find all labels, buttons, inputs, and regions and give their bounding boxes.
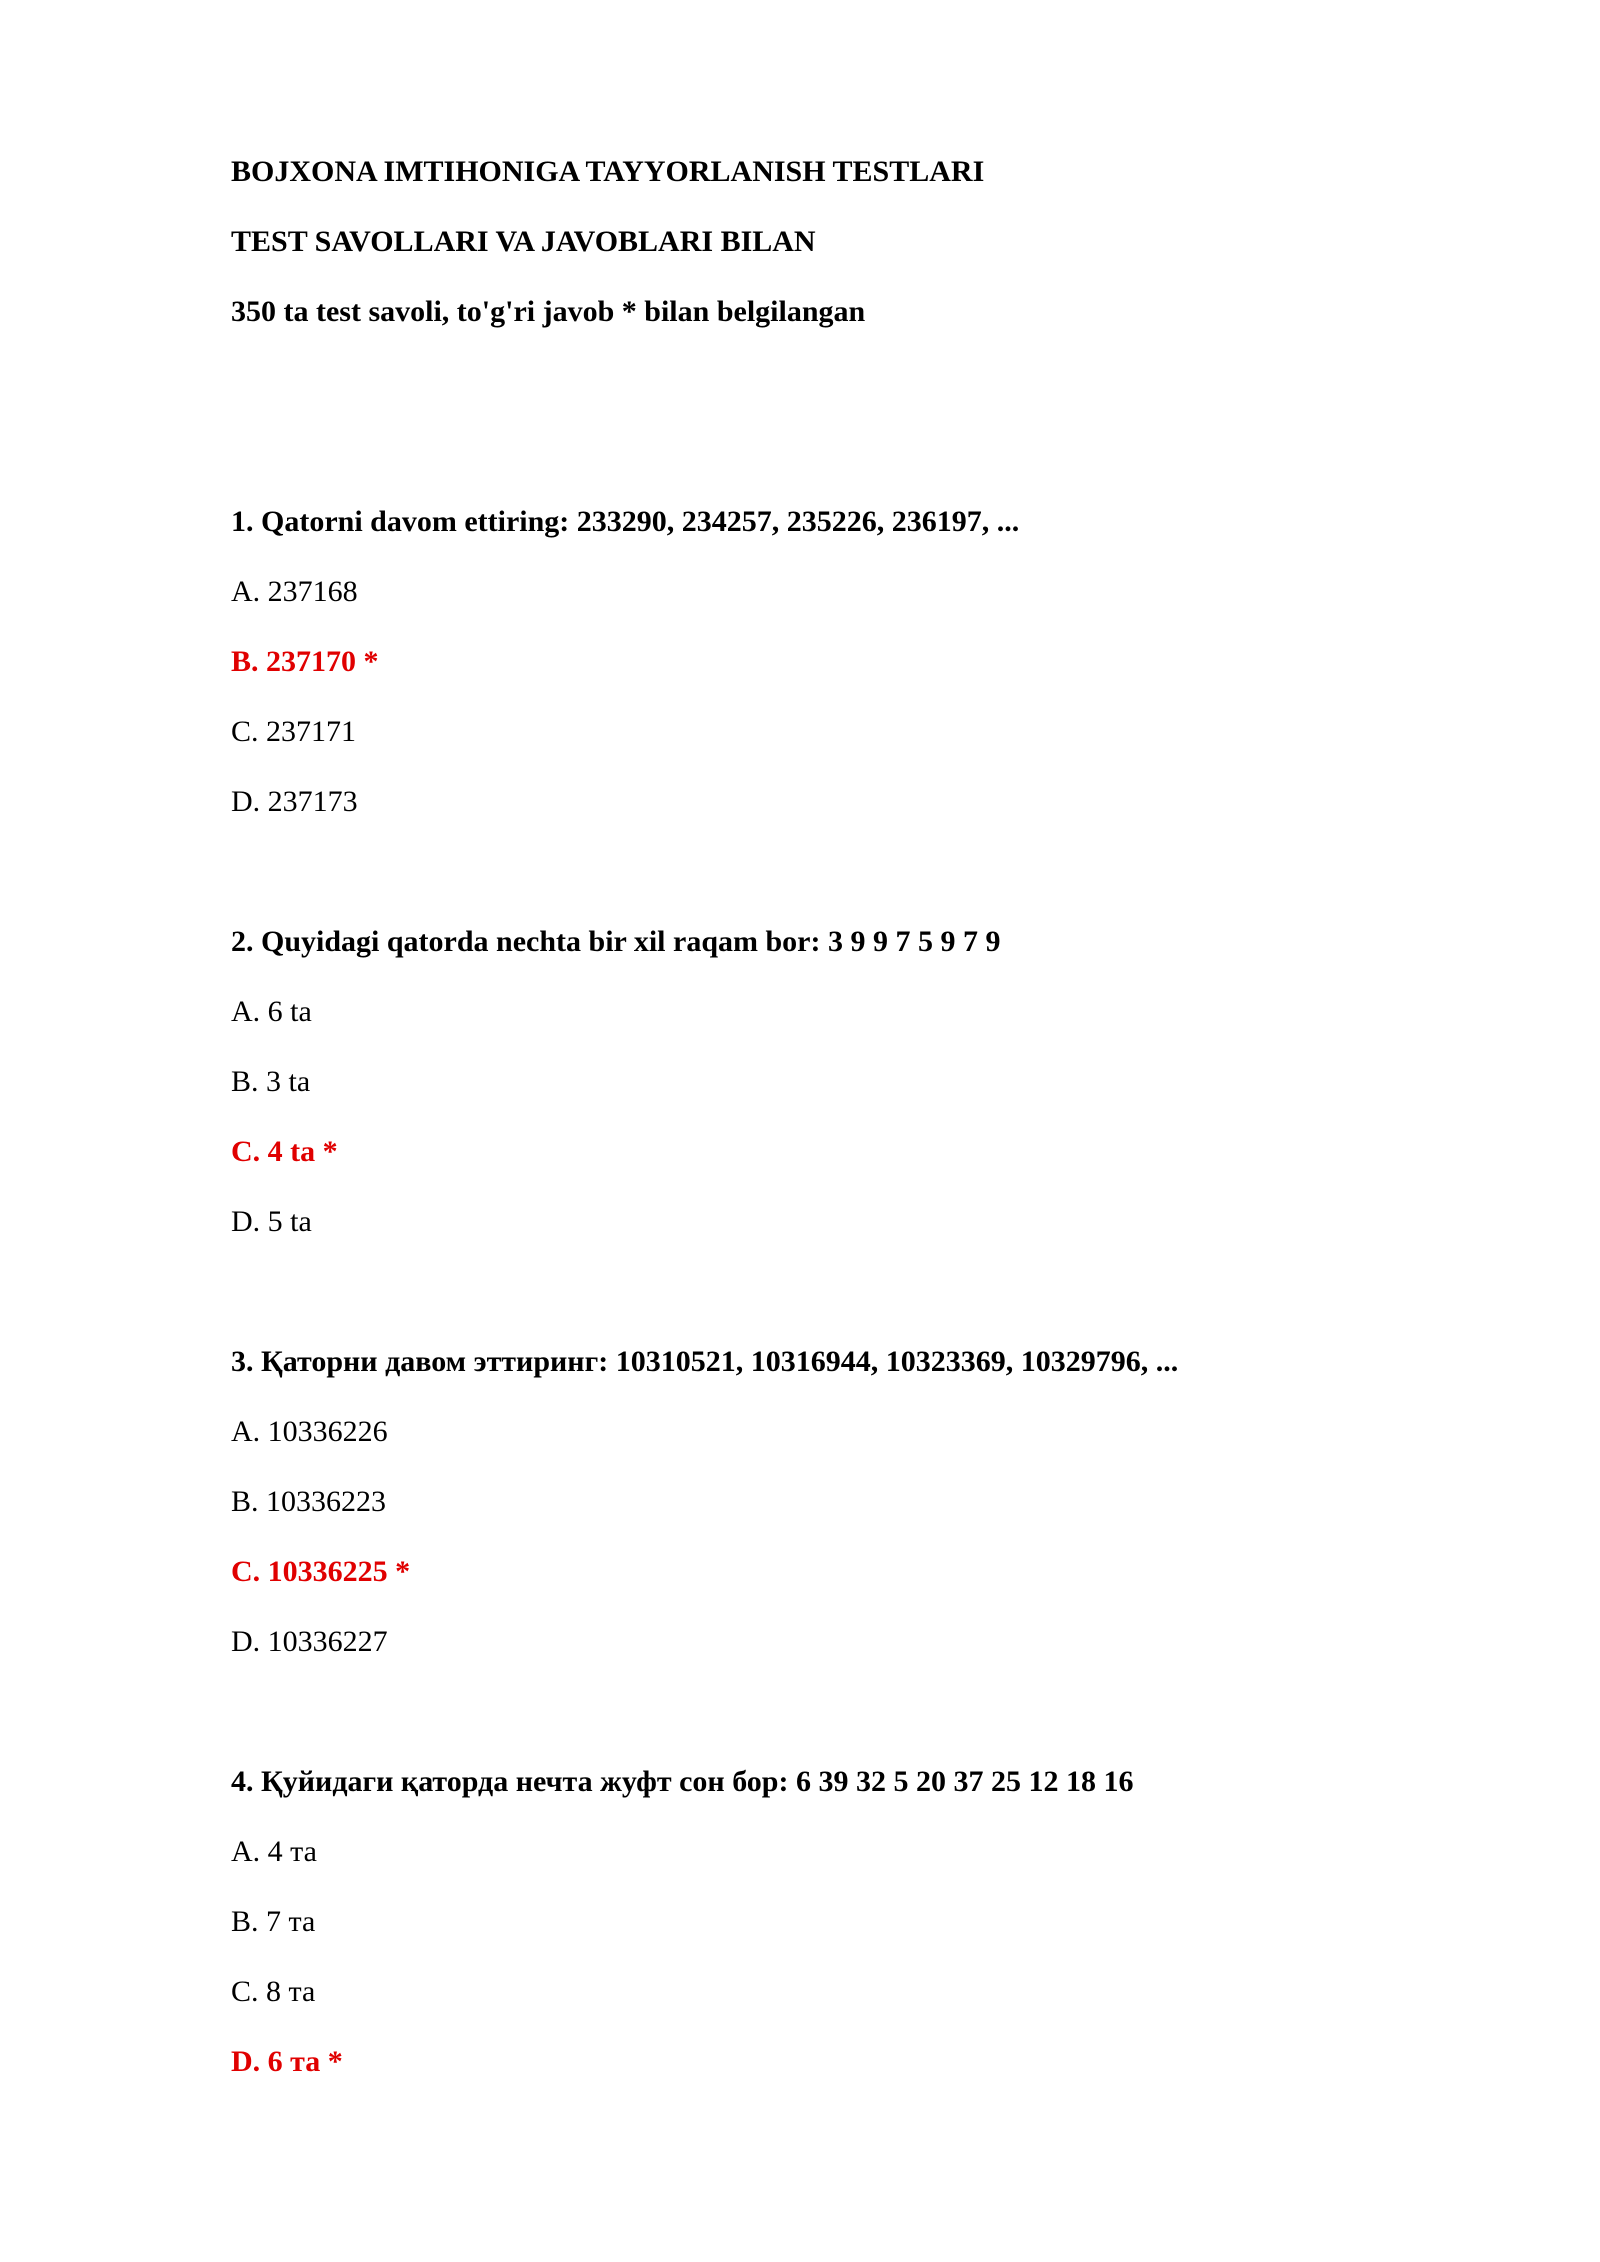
answer-option: B. 7 та — [231, 1905, 316, 1938]
answer-option-correct: D. 6 та * — [231, 2045, 343, 2078]
question-text: 4. Қуйидаги қаторда нечта жуфт сон бор: 6 39 32 5 20 37 25 12 18 16 — [231, 1765, 1134, 1798]
answer-option: C. 237171 — [231, 715, 357, 748]
question-text: 3. Қаторни давом эттиринг: 10310521, 10316944, 10323369, 10329796, ... — [231, 1345, 1179, 1378]
document-note: 350 ta test savoli, to'g'ri javob * bilan belgilangan — [231, 295, 866, 328]
answer-option: B. 10336223 — [231, 1485, 387, 1518]
answer-option: A. 4 та — [231, 1835, 317, 1868]
question-text: 2. Quyidagi qatorda nechta bir xil raqam bor: 3 9 9 7 5 9 7 9 — [231, 925, 1001, 958]
question-text: 1. Qatorni davom ettiring: 233290, 234257, 235226, 236197, ... — [231, 505, 1020, 538]
answer-option-correct: B. 237170 * — [231, 645, 379, 678]
answer-option: A. 237168 — [231, 575, 358, 608]
answer-option: D. 5 ta — [231, 1205, 312, 1238]
answer-option: D. 10336227 — [231, 1625, 388, 1658]
answer-option: A. 6 ta — [231, 995, 312, 1028]
answer-option: D. 237173 — [231, 785, 358, 818]
document-subtitle: TEST SAVOLLARI VA JAVOBLARI BILAN — [231, 225, 816, 258]
answer-option-correct: C. 4 ta * — [231, 1135, 338, 1168]
answer-option: C. 8 та — [231, 1975, 316, 2008]
answer-option-correct: C. 10336225 * — [231, 1555, 411, 1588]
answer-option: B. 3 ta — [231, 1065, 311, 1098]
document-title: BOJXONA IMTIHONIGA TAYYORLANISH TESTLARI — [231, 155, 985, 188]
answer-option: A. 10336226 — [231, 1415, 388, 1448]
